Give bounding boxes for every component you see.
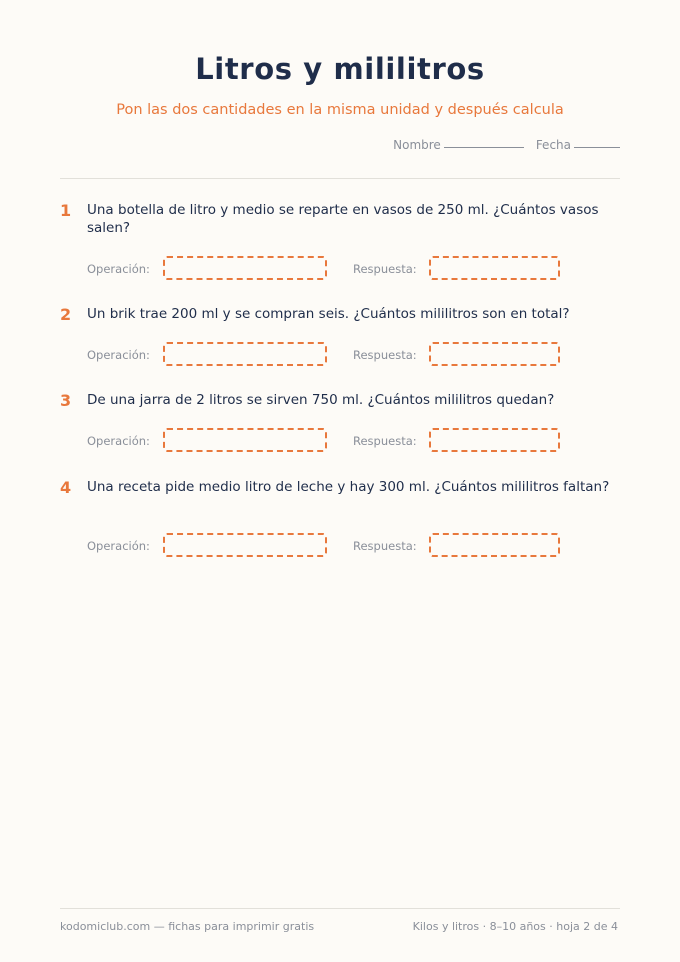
problem-number: 1 (60, 201, 72, 220)
problem-text: De una jarra de 2 litros se sirven 750 ml. ¿Cuántos mililitros quedan? (87, 392, 555, 408)
answer-row (87, 256, 607, 282)
problem-number: 2 (60, 305, 72, 324)
operation-label: Operación: (87, 434, 150, 448)
problem-text: Una botella de litro y medio se reparte en vasos de 250 ml. ¿Cuántos vasos salen? (87, 202, 599, 236)
answer-label: Respuesta: (353, 434, 417, 448)
problem-number: 4 (60, 478, 72, 497)
operation-label: Operación: (87, 539, 150, 553)
operation-box[interactable] (163, 342, 327, 366)
answer-box[interactable] (429, 533, 560, 557)
answer-row (87, 533, 607, 559)
operation-label: Operación: (87, 262, 150, 276)
footer-site: kodomiclub.com — fichas para imprimir gratis (60, 920, 315, 933)
answer-row (87, 428, 607, 454)
name-line[interactable] (444, 146, 524, 148)
footer-page-info: Kilos y litros · 8–10 años · hoja 2 de 4 (412, 920, 618, 933)
answer-row (87, 342, 607, 368)
page-title: Litros y mililitros (195, 52, 485, 86)
date-line[interactable] (574, 146, 620, 148)
problem-text: Un brik trae 200 ml y se compran seis. ¿Cuántos mililitros son en total? (87, 306, 570, 322)
answer-box[interactable] (429, 342, 560, 366)
problem-number: 3 (60, 391, 72, 410)
answer-label: Respuesta: (353, 539, 417, 553)
operation-label: Operación: (87, 348, 150, 362)
header-divider (60, 178, 620, 179)
answer-label: Respuesta: (353, 262, 417, 276)
name-label: Nombre (393, 138, 441, 152)
answer-box[interactable] (429, 428, 560, 452)
operation-box[interactable] (163, 428, 327, 452)
answer-box[interactable] (429, 256, 560, 280)
operation-box[interactable] (163, 256, 327, 280)
footer-divider (60, 908, 620, 909)
problem-text: Una receta pide medio litro de leche y hay 300 ml. ¿Cuántos mililitros faltan? (87, 479, 610, 495)
name-date-fields (393, 138, 620, 152)
operation-box[interactable] (163, 533, 327, 557)
page-subtitle: Pon las dos cantidades en la misma unidad y después calcula (116, 102, 564, 118)
answer-label: Respuesta: (353, 348, 417, 362)
date-label: Fecha (535, 138, 571, 152)
